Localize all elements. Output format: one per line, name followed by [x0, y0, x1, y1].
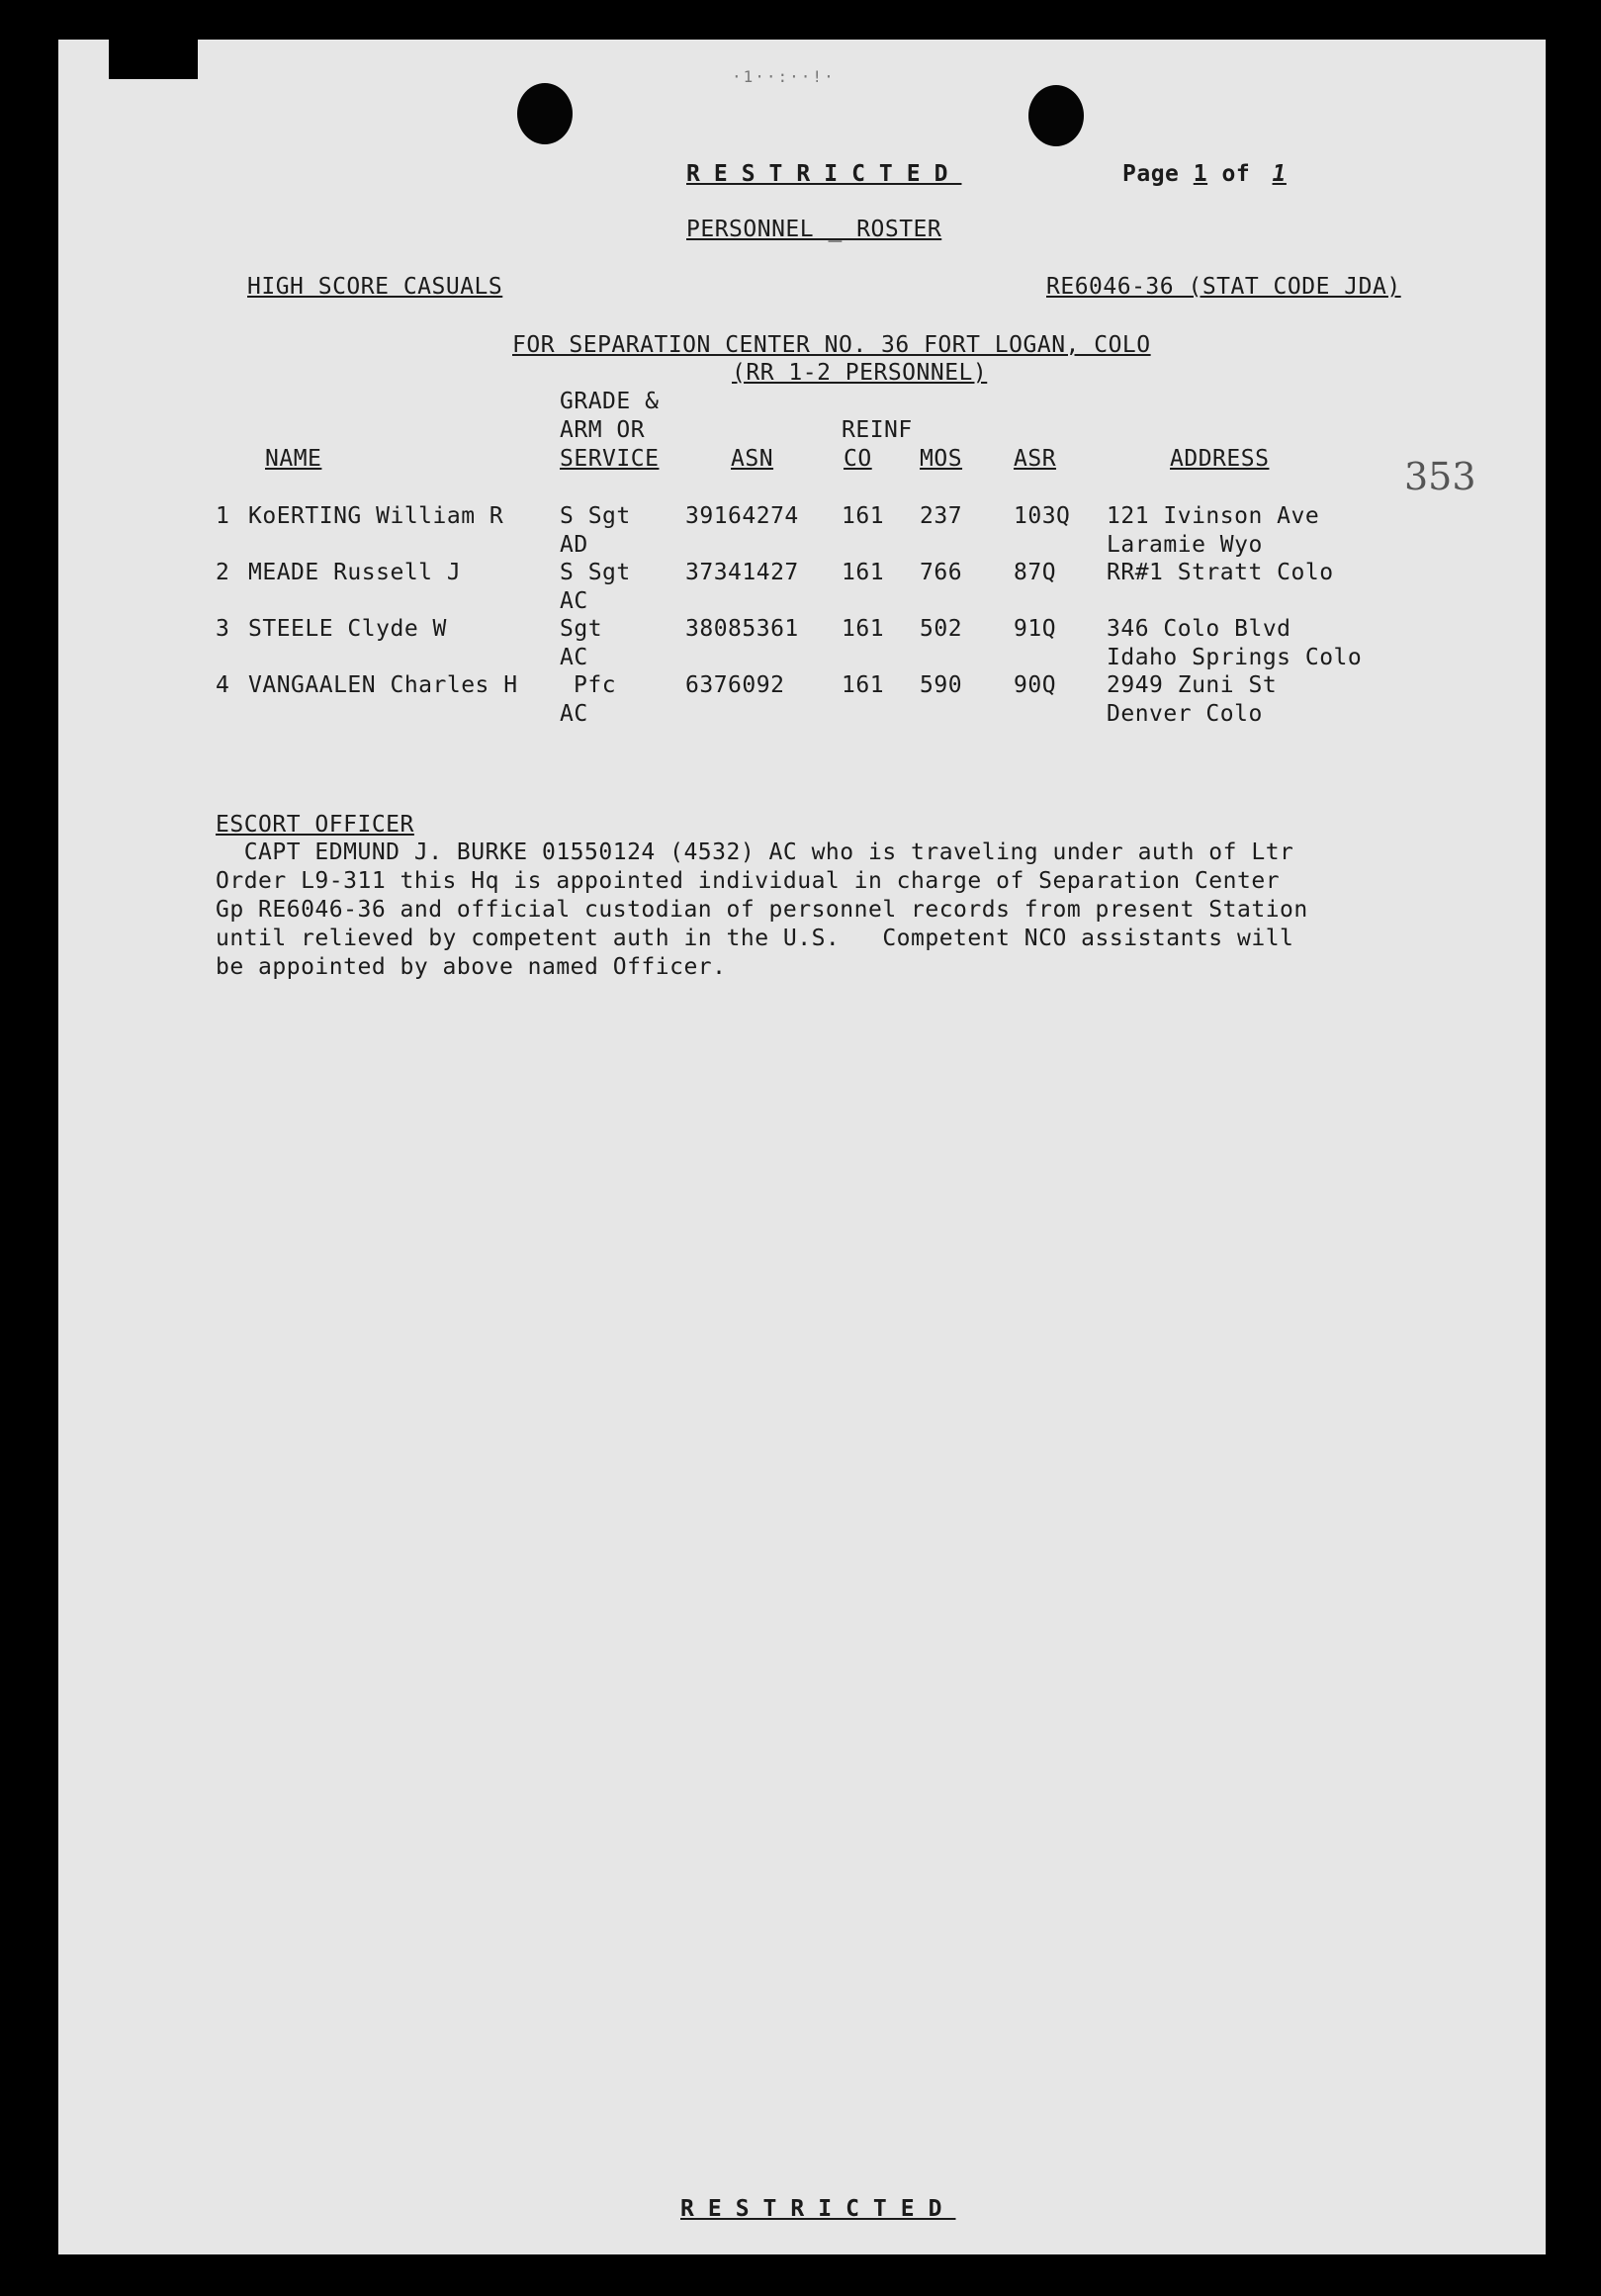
escort-line: CAPT EDMUND J. BURKE 01550124 (4532) AC who is traveling under auth of Ltr: [216, 839, 1294, 865]
row-asr: 91Q: [1014, 616, 1057, 642]
top-mark: ·1··:··!·: [732, 67, 836, 86]
page-indicator: [1122, 160, 1310, 188]
row-asr: 103Q: [1014, 503, 1071, 529]
personnel-subtitle: (RR 1-2 PERSONNEL): [732, 360, 988, 386]
destination: FOR SEPARATION CENTER NO. 36 FORT LOGAN, COLO: [512, 332, 1151, 358]
row-address-2: Laramie Wyo: [1107, 532, 1263, 558]
punch-hole-left: [517, 83, 573, 144]
row-address-2: Idaho Springs Colo: [1107, 645, 1363, 670]
row-asn: 6376092: [685, 672, 785, 698]
col-mos: MOS: [920, 446, 963, 472]
col-asn: ASN: [731, 446, 774, 472]
row-arm: AD: [560, 532, 588, 558]
restricted-header: RESTRICTED: [686, 161, 962, 187]
page-total: 1: [1272, 161, 1287, 187]
row-num: 1: [216, 503, 230, 529]
row-mos: 590: [920, 672, 963, 698]
stat-code: RE6046-36 (STAT CODE JDA): [1046, 274, 1401, 300]
row-address-1: 2949 Zuni St: [1107, 672, 1278, 698]
col-reinf: REINF: [842, 417, 913, 443]
row-num: 4: [216, 672, 230, 698]
roster-title: PERSONNEL _ ROSTER: [686, 217, 942, 242]
restricted-footer: RESTRICTED: [680, 2196, 956, 2222]
row-co: 161: [842, 503, 885, 529]
row-asr: 87Q: [1014, 560, 1057, 585]
row-grade: Sgt: [560, 616, 603, 642]
row-arm: AC: [560, 645, 588, 670]
row-mos: 237: [920, 503, 963, 529]
row-name: MEADE Russell J: [248, 560, 462, 585]
row-address-1: RR#1 Stratt Colo: [1107, 560, 1334, 585]
col-grade-line1: GRADE &: [560, 389, 660, 414]
escort-line: until relieved by competent auth in the U.S. Competent NCO assistants will: [216, 926, 1294, 951]
row-grade: S Sgt: [560, 560, 631, 585]
row-asn: 37341427: [685, 560, 799, 585]
col-co: CO: [844, 446, 872, 472]
row-mos: 502: [920, 616, 963, 642]
row-name: STEELE Clyde W: [248, 616, 447, 642]
row-name: KoERTING William R: [248, 503, 504, 529]
escort-heading: ESCORT OFFICER: [216, 812, 414, 838]
punch-hole-right: [1028, 85, 1084, 146]
of-label: of: [1221, 161, 1251, 187]
col-name: NAME: [265, 446, 322, 472]
row-grade: Pfc: [574, 672, 617, 698]
row-grade: S Sgt: [560, 503, 631, 529]
row-num: 3: [216, 616, 230, 642]
row-co: 161: [842, 560, 885, 585]
row-co: 161: [842, 616, 885, 642]
col-grade-line2: ARM OR: [560, 417, 646, 443]
col-address: ADDRESS: [1170, 446, 1270, 472]
row-asr: 90Q: [1014, 672, 1057, 698]
col-asr: ASR: [1014, 446, 1057, 472]
row-mos: 766: [920, 560, 963, 585]
escort-line: Order L9-311 this Hq is appointed individual in charge of Separation Center: [216, 868, 1281, 894]
col-service: SERVICE: [560, 446, 660, 472]
row-asn: 39164274: [685, 503, 799, 529]
escort-line: Gp RE6046-36 and official custodian of personnel records from present Station: [216, 897, 1308, 923]
page-label: Page: [1122, 161, 1180, 187]
row-num: 2: [216, 560, 230, 585]
group-name: HIGH SCORE CASUALS: [247, 274, 503, 300]
row-arm: AC: [560, 588, 588, 614]
row-address-1: 346 Colo Blvd: [1107, 616, 1291, 642]
row-asn: 38085361: [685, 616, 799, 642]
row-address-2: Denver Colo: [1107, 701, 1263, 727]
row-co: 161: [842, 672, 885, 698]
row-arm: AC: [560, 701, 588, 727]
page-number: 1: [1193, 161, 1208, 187]
row-name: VANGAALEN Charles H: [248, 672, 518, 698]
stamped-number: 353: [1404, 455, 1476, 498]
row-address-1: 121 Ivinson Ave: [1107, 503, 1320, 529]
escort-line: be appointed by above named Officer.: [216, 954, 727, 980]
tape-mark: [109, 40, 198, 79]
